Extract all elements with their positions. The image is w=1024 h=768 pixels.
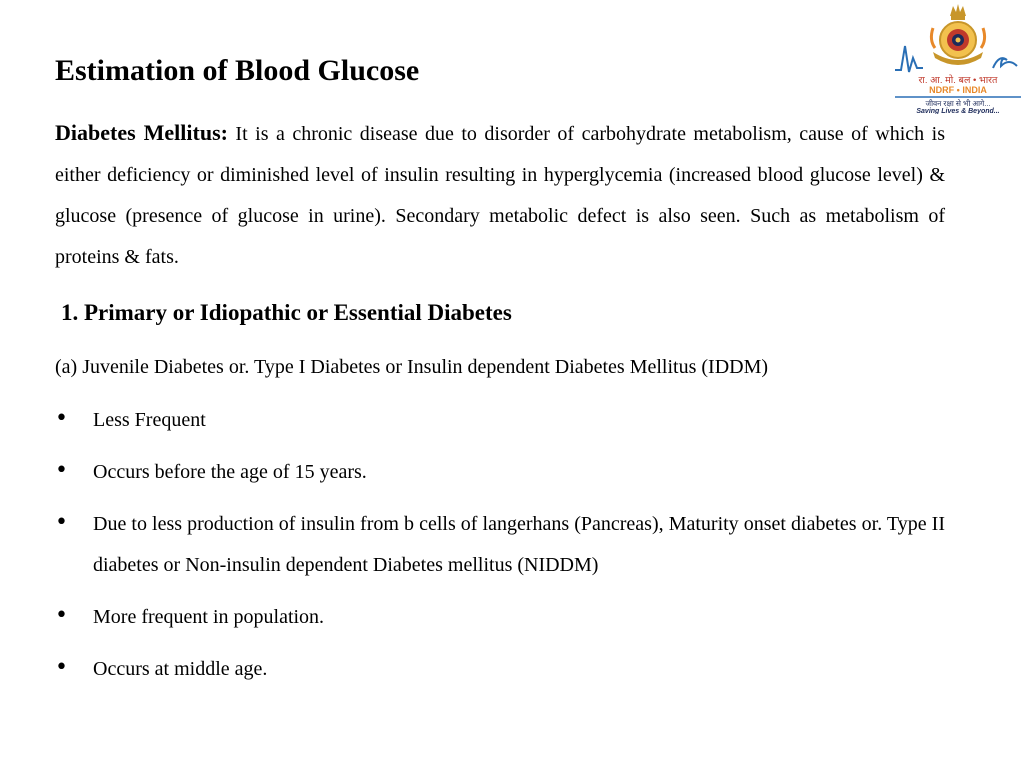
bullet-item — [55, 649, 945, 690]
wave-icon — [993, 58, 1017, 68]
intro-paragraph — [55, 112, 945, 278]
logo-motto-hindi: जीवन रक्षा से भी आगे... — [925, 99, 991, 108]
bullet-text: Less Frequent — [93, 409, 206, 431]
bullet-text: Due to less production of insulin from b cells of langerhans (Pancreas), Maturity onset diabetes or. Type II diabetes or Non-insulin dependent Diabetes mellitus (NIDDM) — [93, 513, 945, 576]
logo-english-line: NDRF • INDIA — [929, 85, 987, 95]
intro-text: It is a chronic disease due to disorder of carbohydrate metabolism, cause of which is either deficiency or diminished level of insulin resulting in hyperglycemia (increased blood glucose level) & glucose (presence of glucose in urine). Secondary metabolic defect is also seen. Such as metabolism of proteins & fats. — [55, 123, 945, 268]
bullet-icon: • — [55, 655, 68, 680]
bullet-text: Occurs at middle age. — [93, 658, 268, 680]
bullet-item — [55, 452, 945, 493]
bullet-icon: • — [55, 603, 68, 628]
section-heading: 1. Primary or Idiopathic or Essential Diabetes — [61, 300, 512, 325]
term-colon: : — [220, 120, 228, 145]
bullet-text: More frequent in population. — [93, 606, 325, 628]
bullet-item — [55, 400, 945, 441]
bullet-icon: • — [55, 510, 68, 535]
bullet-item — [55, 597, 945, 638]
heartbeat-icon — [895, 46, 923, 72]
ndrf-logo — [893, 2, 1023, 114]
subheading-type-1: (a) Juvenile Diabetes or. Type I Diabetes or Insulin dependent Diabetes Mellitus (IDDM) — [55, 356, 769, 378]
bullet-list — [55, 400, 945, 701]
bullet-text: Occurs before the age of 15 years. — [93, 461, 367, 483]
emblem-icon — [931, 4, 984, 65]
logo-hindi-line: रा. आ. मो. बल • भारत — [918, 75, 998, 86]
logo-motto-english: Saving Lives & Beyond... — [916, 108, 1000, 114]
slide-title: Estimation of Blood Glucose — [55, 54, 420, 87]
term-diabetes-mellitus: Diabetes Mellitus — [55, 120, 221, 145]
bullet-icon: • — [55, 406, 68, 431]
bullet-item — [55, 504, 945, 586]
bullet-icon: • — [55, 458, 68, 483]
